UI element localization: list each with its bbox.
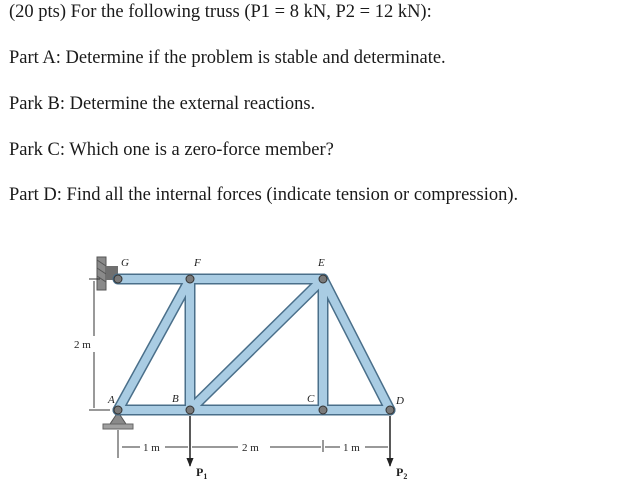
spacing-label-2: 2 m [242,442,259,454]
joint-label-b: B [172,393,179,405]
load-label-p2-sub: 2 [403,472,408,481]
load-label-p2 [396,465,407,481]
wall-support-g [97,257,118,290]
spacing-label-1: 1 m [143,442,160,454]
load-label-p1 [196,465,207,481]
part-a-text: Part A: Determine if the problem is stable and determinate. [9,48,446,68]
joint-label-c: C [307,393,315,405]
load-label-p1-main: P [196,465,204,479]
joint-label-a: A [108,394,115,406]
pin-g [114,275,122,283]
pin-a [114,406,122,414]
joint-label-g: G [121,257,129,269]
height-dimension [89,279,110,410]
part-b-text: Park B: Determine the external reactions. [9,94,316,114]
problem-header: (20 pts) For the following truss (P1 = 8 kN, P2 = 12 kN): [9,2,432,22]
part-d-text: Part D: Find all the internal forces (indicate tension or compression). [9,185,519,205]
pin-c [319,406,327,414]
joint-label-e: E [318,257,325,269]
joint-label-f: F [194,257,201,269]
load-label-p2-main: P [396,465,404,479]
joint-label-d: D [396,395,404,407]
load-label-p1-sub: 1 [203,472,208,481]
spacing-label-3: 1 m [343,442,360,454]
pin-e [319,275,327,283]
pin-f [186,275,194,283]
pin-b [186,406,194,414]
pin-d [386,406,394,414]
part-c-text: Park C: Which one is a zero-force member? [9,140,334,160]
height-dim-label: 2 m [74,339,91,351]
